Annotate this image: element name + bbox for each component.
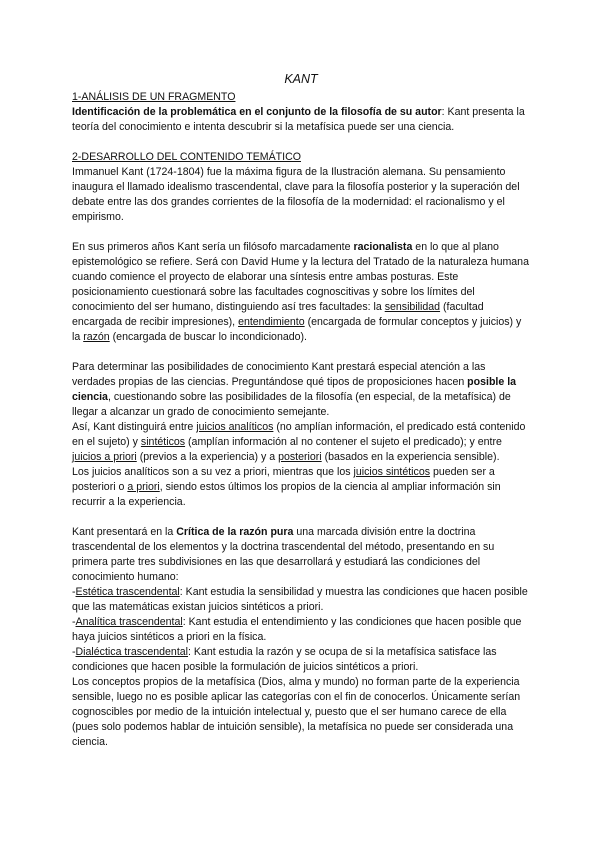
- list-item-analitica: -Analítica trascendental: Kant estudia el entendimiento y las condiciones que hacen posible que haya juicios sintéticos a priori en la física.: [72, 616, 522, 643]
- section-1-paragraph: Identificación de la problemática en el conjunto de la filosofía de su autor: Kant presenta la teoría del conocimiento e intenta descubrir si la metafísica puede ser una ciencia.: [72, 106, 525, 133]
- underlined-term: Analítica trascendental: [75, 616, 183, 628]
- science-paragraph: Para determinar las posibilidades de conocimiento Kant prestará especial atención a las verdades propias de las ciencias. Preguntándose qué tipos de proposiciones hacen posible la ciencia, cuestionando sobre las posibilidades de la filosofía (en especial, de la metafísica) de llegar a alcanzar un grado de conocimiento semejante.: [72, 361, 517, 418]
- bold-phrase: Identificación de la problemática en el conjunto de la filosofía de su autor: [72, 106, 442, 118]
- underlined-term: Estética trascendental: [75, 586, 180, 598]
- spacer: [72, 135, 530, 150]
- synthetic-paragraph: Los juicios analíticos son a su vez a priori, mientras que los juicios sintéticos pueden ser a posteriori o a priori, siendo estos últimos los propios de la ciencia al ampliar información sin recurrir a la experiencia.: [72, 466, 501, 508]
- section-2-heading: 2-DESARROLLO DEL CONTENIDO TEMÁTICO: [72, 151, 301, 163]
- underlined-term: juicios sintéticos: [353, 466, 431, 478]
- bold-term: posible la ciencia: [72, 376, 517, 403]
- spacer: [72, 225, 530, 240]
- underlined-term: posteriori: [278, 451, 322, 463]
- underlined-term: razón: [83, 331, 110, 343]
- underlined-term: entendimiento: [238, 316, 305, 328]
- spacer: [72, 510, 530, 525]
- spacer: [72, 345, 530, 360]
- underlined-term: sintéticos: [140, 436, 186, 448]
- bold-term: racionalista: [353, 241, 413, 253]
- bold-title: Crítica de la razón pura: [176, 526, 294, 538]
- critique-paragraph: Kant presentará en la Crítica de la razón pura una marcada división entre la doctrina trascendental de los elementos y la doctrina trascendental del método, presentando en su primera parte tres subdivisiones en las que desarrollará y estudiará las condiciones del conocimiento humano:: [72, 526, 495, 583]
- underlined-term: a priori: [127, 481, 160, 493]
- list-item-estetica: -Estética trascendental: Kant estudia la sensibilidad y muestra las condiciones que hacen posible que las matemáticas existan juicios sintéticos a priori.: [72, 586, 528, 613]
- list-item-dialectica: -Dialéctica trascendental: Kant estudia la razón y se ocupa de si la metafísica satisface las condiciones que hacen posible la formulación de juicios sintéticos a priori.: [72, 646, 497, 673]
- section-1-heading: 1-ANÁLISIS DE UN FRAGMENTO: [72, 91, 236, 103]
- metaphysics-paragraph: Los conceptos propios de la metafísica (Dios, alma y mundo) no forman parte de la experiencia sensible, luego no es posible aplicar las categorías con el fin de conocerlos. Únicamente serían cognoscibles por medio de la intuición intelectual y, puesto que el ser humano carece de ella (pues solo podemos hablar de intuición sensible), la metafísica no puede ser considerada una ciencia.: [72, 676, 521, 748]
- underlined-term: juicios a priori: [72, 451, 137, 463]
- page-title: KANT: [284, 72, 318, 86]
- faculties-paragraph: En sus primeros años Kant sería un filósofo marcadamente racionalista en lo que al plano epistemológico se refiere. Será con David Hume y la lectura del Tratado de la naturaleza humana cuando comience el proyecto de elaborar una síntesis entre ambas posturas. Este posicionamiento cuestionará sobre las facultades cognoscitivas y sobre los límites del conocimiento del ser humano, distinguiendo así tres facultades: la sensibilidad (facultad encargada de recibir impresiones), entendimiento (encargada de formular conceptos y juicios) y la razón (encargada de buscar lo incondicionado).: [72, 241, 529, 343]
- intro-paragraph: Immanuel Kant (1724-1804) fue la máxima figura de la Ilustración alemana. Su pensamiento inaugura el llamado idealismo trascendental, clave para la filosofía posterior y la superación del debate entre las dos grandes corrientes de la filosofía de la modernidad: el racionalismo y el empirismo.: [72, 166, 520, 223]
- document-page: [72, 72, 530, 750]
- underlined-term: sensibilidad: [384, 301, 441, 313]
- underlined-term: Dialéctica trascendental: [75, 646, 189, 658]
- judgments-paragraph: Así, Kant distinguirá entre juicios analíticos (no amplían información, el predicado está contenido en el sujeto) y sintéticos (amplían información al no contener el sujeto el predicado); y entre juicios a priori (previos a la experiencia) y a posteriori (basados en la experiencia sensible).: [72, 421, 526, 463]
- underlined-term: juicios analíticos: [196, 421, 274, 433]
